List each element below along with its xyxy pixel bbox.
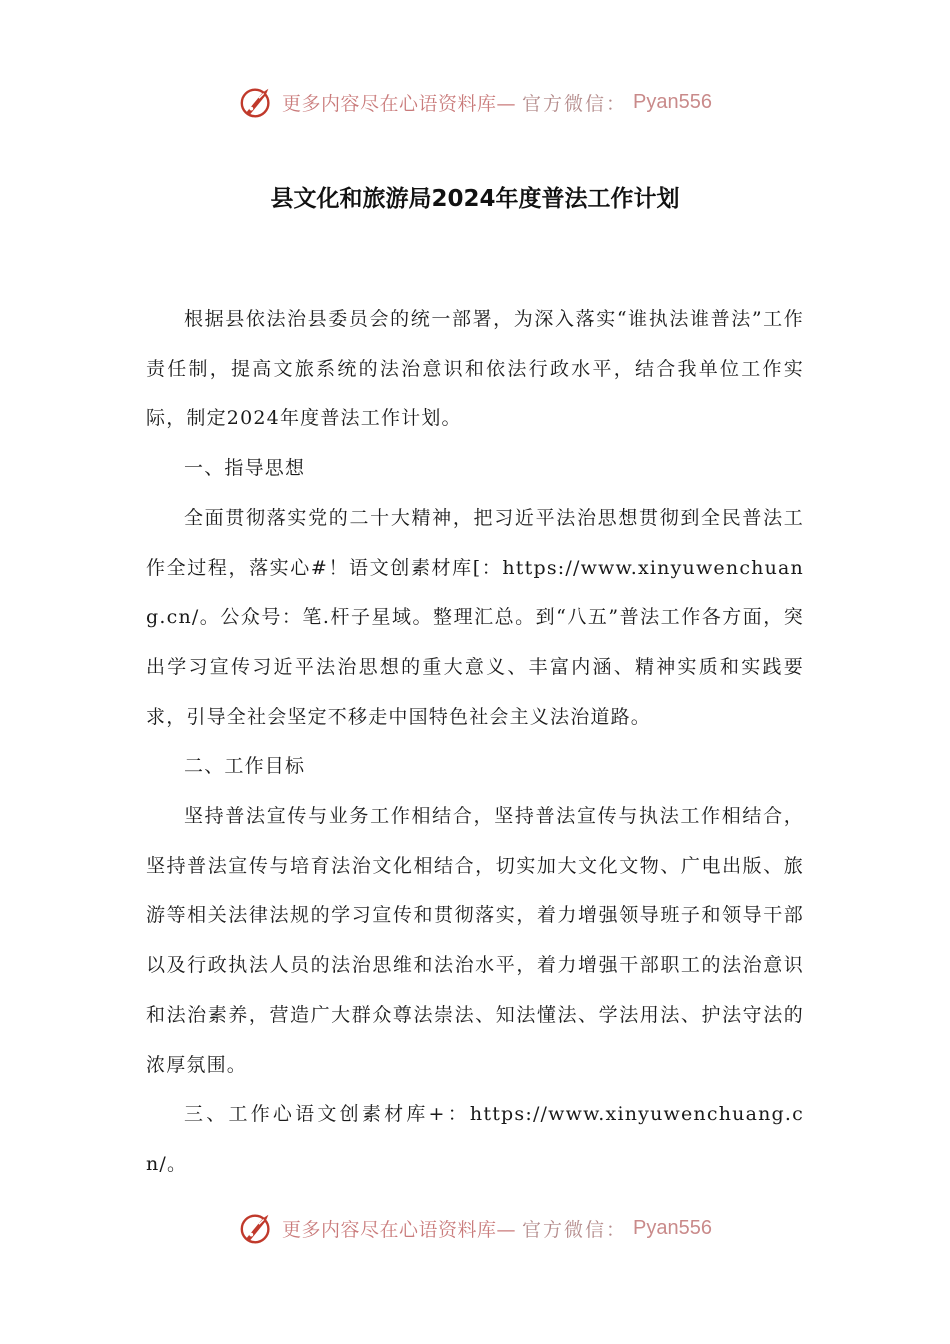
pen-nib-logo-icon [238, 83, 276, 121]
guiding-ideology-paragraph: 全面贯彻落实党的二十大精神，把习近平法治思想贯彻到全民普法工作全过程，落实心#！语文创素材库[：https://www.xinyuwenchuang.cn/。公众号：笔.杆子星域。整理汇总。到“八五”普法工作各方面，突出学习宣传习近平法治思想的重大意义、丰富内涵、精神实质和实践要求，引导全社会坚定不移走中国特色社会主义法治道路。 [146, 506, 804, 728]
banner-wechat-label: 官方微信： [522, 92, 628, 115]
section-heading-guiding-ideology: 一、指导思想 [184, 457, 306, 480]
document-body [146, 295, 804, 1190]
pen-nib-logo-icon [238, 1209, 276, 1247]
banner-promo-text: 更多内容尽在心语资料库— [282, 92, 517, 115]
banner-wechat-label: 官方微信： [522, 1218, 628, 1241]
section-heading-work-items: 三、工作心语文创素材库+：https://www.xinyuwenchuang.cn/。 [146, 1103, 804, 1175]
footer-watermark-banner [0, 1206, 950, 1250]
document-title: 县文化和旅游局2024年度普法工作计划 [270, 186, 680, 212]
section-heading-work-goals: 二、工作目标 [184, 755, 306, 778]
banner-wechat-id: Pyan556 [633, 90, 712, 113]
work-goals-paragraph: 坚持普法宣传与业务工作相结合，坚持普法宣传与执法工作相结合，坚持普法宣传与培育法治文化相结合，切实加大文化文物、广电出版、旅游等相关法律法规的学习宣传和贯彻落实，着力增强领导班子和领导干部以及行政执法人员的法治思维和法治水平，着力增强干部职工的法治意识和法治素养，营造广大群众尊法崇法、知法懂法、学法用法、护法守法的浓厚氛围。 [146, 805, 804, 1076]
header-watermark-banner [0, 80, 950, 124]
banner-promo-text: 更多内容尽在心语资料库— [282, 1218, 517, 1241]
intro-paragraph: 根据县依法治县委员会的统一部署，为深入落实“谁执法谁普法”工作责任制，提高文旅系统的法治意识和依法行政水平，结合我单位工作实际，制定2024年度普法工作计划。 [146, 308, 804, 430]
banner-wechat-id: Pyan556 [633, 1216, 712, 1239]
